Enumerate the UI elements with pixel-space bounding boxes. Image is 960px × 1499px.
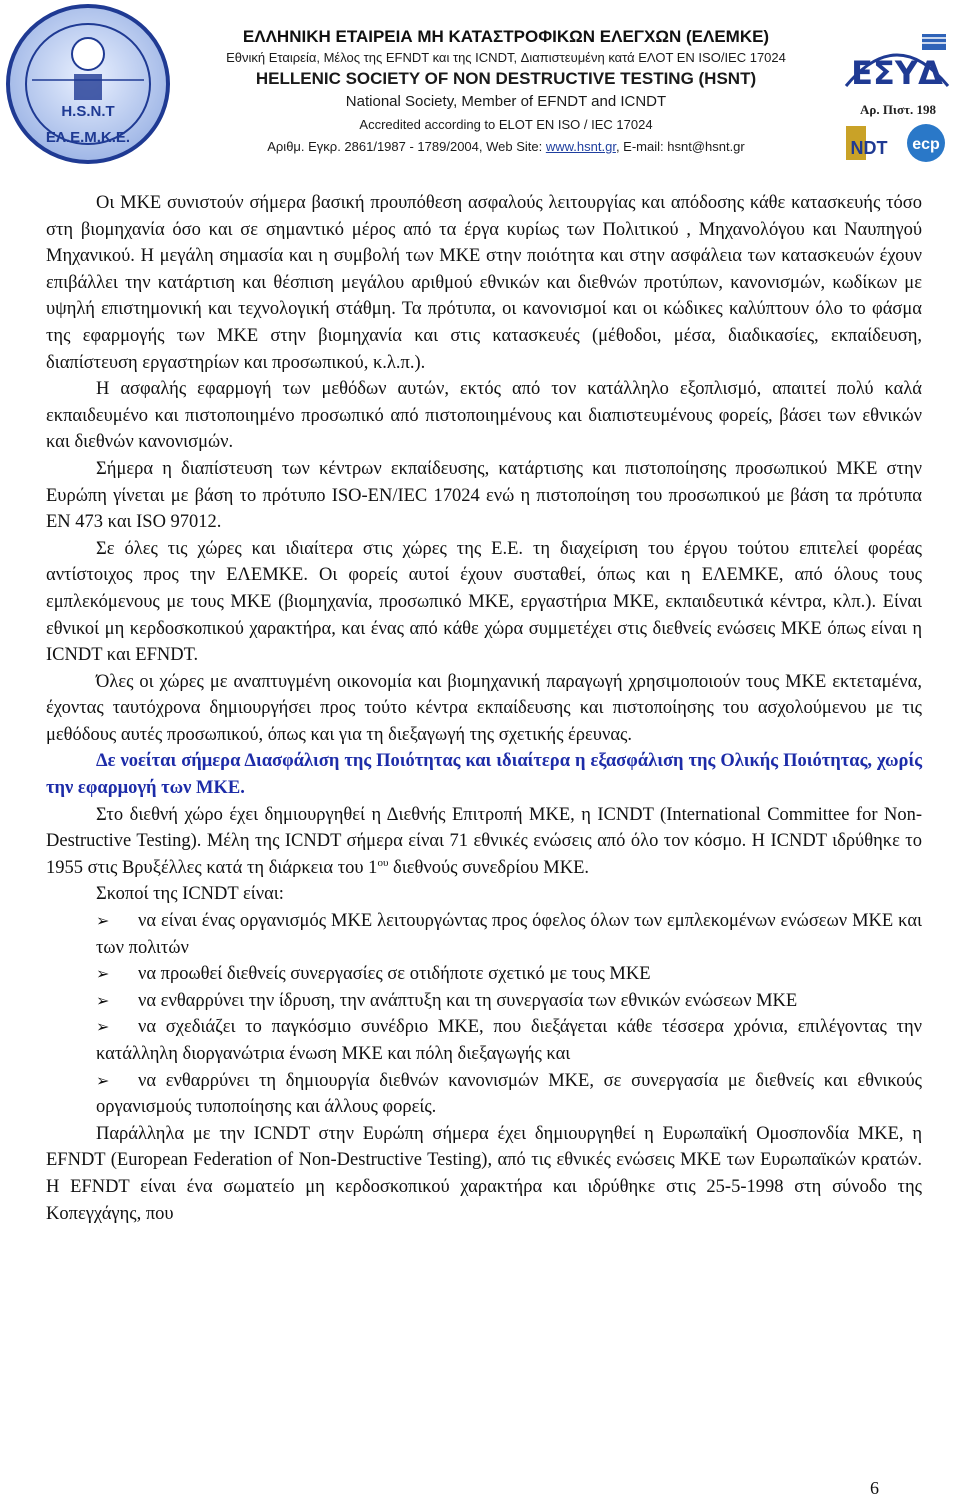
- society-greek-name: ΕΛΛΗΝΙΚΗ ΕΤΑΙΡΕΙΑ ΜΗ ΚΑΤΑΣΤΡΟΦΙΚΩΝ ΕΛΕΓΧΩΝ (ΕΛΕΜΚΕ): [242, 27, 770, 46]
- national-society-line: National Society, Member of EFNDT and ICNDT: [345, 93, 667, 110]
- ecp-logo-text: ecp: [912, 136, 940, 153]
- paragraph-5: Όλες οι χώρες με αναπτυγμένη οικονομία και βιομηχανική παραγωγή χρησιμοποιούν τους ΜΚΕ εκτεταμένα, έχοντας ταυτόχρονα δημιουργήσει προς τούτο κέντρα εκπαίδευσης και πιστοποίησης του ασχολούμενου με τις μεθόδους αυτές προσωπικού, όπως και για τη διεξαγωγή της σχετικής έρευνας.: [46, 671, 922, 745]
- list-item: [46, 908, 922, 961]
- paragraph-3: Σήμερα η διαπίστευση των κέντρων εκπαίδευσης, κατάρτισης και πιστοποίησης προσωπικού ΜΚΕ στην Ευρώπη γίνεται με βάση το πρότυπο ISO-EN/IEC 17024 ενώ η πιστοποίηση του προσωπικού με βάση τα πρότυπα EN 473 και ISO 97012.: [46, 458, 922, 533]
- certificate-number: Αρ. Πιστ. 198: [859, 102, 937, 117]
- accreditation-logos: [838, 30, 958, 170]
- society-greek-subtitle: Εθνική Εταιρεία, Μέλος της EFNDT και της ICNDT, Διαπιστευμένη κατά ΕΛΟΤ ΕΝ ISO/IEC 17024: [226, 50, 786, 65]
- website-link[interactable]: www.hsnt.gr: [545, 139, 616, 154]
- list-item-text: να σχεδιάζει το παγκόσμιο συνέδριο ΜΚΕ, που διεξάγεται κάθε τέσσερα χρόνια, επιλέγοντας την κατάλληλη διοργανώτρια ένωση ΜΚΕ και πόλη διεξαγωγής και: [96, 1017, 922, 1064]
- list-item: [46, 1068, 922, 1121]
- ordinal-superscript: ου: [377, 856, 389, 869]
- society-english-name: HELLENIC SOCIETY OF NON DESTRUCTIVE TESTING (HSNT): [255, 69, 757, 88]
- esyd-logo-text: ΕΣΥΔ: [851, 54, 943, 92]
- registration-contact-line: [176, 136, 836, 158]
- icndt-text-end: διεθνούς συνεδρίου ΜΚΕ.: [388, 857, 590, 878]
- hsnt-logo-icon: [2, 2, 178, 166]
- paragraph-efndt: Παράλληλα με την ICNDT στην Ευρώπη σήμερα έχει δημιουργηθεί η Ευρωπαϊκή Ομοσπονδία ΜΚΕ, η EFNDT (European Federation of Non-Destructive Testing), από τις εθνικές ενώσεις ΜΚΕ των Ευρωπαϊκών κρατών. Η EFNDT είναι ένα σωματείο μη κερδοσκοπικού χαρακτήρα και ιδρύθηκε στις 25-5-1998 στη σύνοδο της Κοπεγχάγης, που: [46, 1123, 922, 1224]
- arrow-bullet-icon: ➢: [96, 964, 110, 984]
- esyd-logo-icon: [838, 30, 956, 96]
- arrow-bullet-icon: ➢: [96, 990, 110, 1010]
- registration-text: Αριθμ. Εγκρ. 2861/1987 - 1789/2004, Web Site:: [267, 139, 546, 154]
- arrow-bullet-icon: ➢: [96, 1070, 110, 1090]
- efndt-logo-icon: [844, 124, 894, 162]
- arrow-bullet-icon: ➢: [96, 1017, 110, 1037]
- icndt-goals-heading: Σκοποί της ICNDT είναι:: [96, 884, 284, 905]
- paragraph-4: Σε όλες τις χώρες και ιδιαίτερα στις χώρες της Ε.Ε. τη διαχείριση του έργου τούτου επιτελεί φορέας αντίστοιχος προς την ΕΛΕΜΚΕ. Οι φορείς αυτοί έχουν συσταθεί, όπως και η ΕΛΕΜΚΕ, από όλους τους εμπλεκόμενους με τους ΜΚΕ (βιομηχανία, προσωπικό ΜΚΕ, εργαστήρια ΜΚΕ, εκπαιδευτικά κέντρα, κλπ.). Είναι εθνικοί μη κερδοσκοπικού χαρακτήρα, και ένας από κάθε χώρα συμμετέχει στις διεθνείς ενώσεις ΜΚΕ όπως είναι η ICNDT και EFNDT.: [46, 538, 922, 666]
- paragraph-2: Η ασφαλής εφαρμογή των μεθόδων αυτών, εκτός από τον κατάλληλο εξοπλισμό, απαιτεί πολύ καλά εκπαιδευμένο και πιστοποιημένο προσωπικό από πιστοποιημένους και διαπιστευμένους φορείς, βάσει των εθνικών και διεθνών κανονισμών.: [46, 379, 922, 453]
- document-body: [46, 190, 922, 1227]
- list-item-text: να προωθεί διεθνείς συνεργασίες σε οτιδήποτε σχετικό με τους ΜΚΕ: [138, 964, 651, 985]
- paragraph-icndt: [46, 802, 922, 882]
- arrow-bullet-icon: ➢: [96, 911, 110, 931]
- email-address: hsnt@hsnt.gr: [667, 139, 745, 154]
- list-item-text: να είναι ένας οργανισμός ΜΚΕ λειτουργώντας προς όφελος όλων των εμπλεκομένων ενώσεων ΜΚΕ και των πολιτών: [96, 911, 922, 958]
- left-logo-top-text: H.S.N.T: [61, 103, 115, 120]
- page-number: 6: [870, 1478, 879, 1498]
- list-item: [46, 961, 922, 988]
- ecp-logo-icon: [900, 122, 952, 164]
- paragraph-1: Οι ΜΚΕ συνιστούν σήμερα βασική προυπόθεση ασφαλούς λειτουργίας και απόδοσης κάθε κατασκευής τόσο στη βιομηχανία όσο και σε σημαντικό μέρος από τα έργα κυρίως των Πολιτικού , Μηχανολόγου και Ναυπηγού Μηχανικού. Η μεγάλη σημασία και η συμβολή των ΜΚΕ στην ποιότητα και στην ασφάλεια των κατασκευών έχουν επιβάλλει την κατάρτιση και θέσπιση μεγάλου αριθμού εθνικών και διεθνών προτύπων, κανονισμών, κωδίκων με υψηλή επιστημονική και τεχνολογική στάθμη. Τα πρότυπα, οι κανονισμοί και οι κώδικες καλύπτουν όλο το φάσμα της εφαρμογής των ΜΚΕ στην βιομηχανία και στις κατασκευές (μέθοδοι, μέσα, διαδικασίες, εκπαίδευση, διαπίστευση εργαστηρίων και προσωπικού, κ.λ.π.).: [46, 193, 922, 373]
- icndt-text: Στο διεθνή χώρο έχει δημιουργηθεί η Διεθνής Επιτροπή ΜΚΕ, η ICNDT (International Committee for Non-Destructive Testing). Μέλη της ICNDT σήμερα είναι 71 εθνικές ενώσεις από όλο τον κόσμο. Η ICNDT ιδρύθηκε το 1955 στις Βρυξέλλες κατά τη διάρκεια του 1: [46, 804, 922, 878]
- accreditation-line: Accredited according to ELOT EN ISO / IEC 17024: [359, 117, 653, 132]
- email-label: , E-mail:: [615, 139, 668, 154]
- list-item: [46, 1014, 922, 1067]
- left-logo-bottom-text: ΕΛ.Ε.Μ.Κ.Ε.: [45, 129, 131, 146]
- efndt-logo-text: NDT: [850, 138, 888, 158]
- list-item-text: να ενθαρρύνει τη δημιουργία διεθνών κανονισμών ΜΚΕ, σε συνεργασία με διεθνείς και εθνικούς οργανισμούς τυποποίησης και άλλους φορείς.: [96, 1070, 922, 1118]
- letterhead: [0, 0, 960, 170]
- quality-emphasis-paragraph: Δε νοείται σήμερα Διασφάλιση της Ποιότητας και ιδιαίτερα η εξασφάλιση της Ολικής Ποιότητας, χωρίς την εφαρμογή των ΜΚΕ.: [46, 751, 922, 799]
- list-item-text: να ενθαρρύνει την ίδρυση, την ανάπτυξη και τη συνεργασία των εθνικών ενώσεων ΜΚΕ: [138, 990, 798, 1011]
- letterhead-text: [176, 26, 836, 158]
- list-item: [46, 988, 922, 1015]
